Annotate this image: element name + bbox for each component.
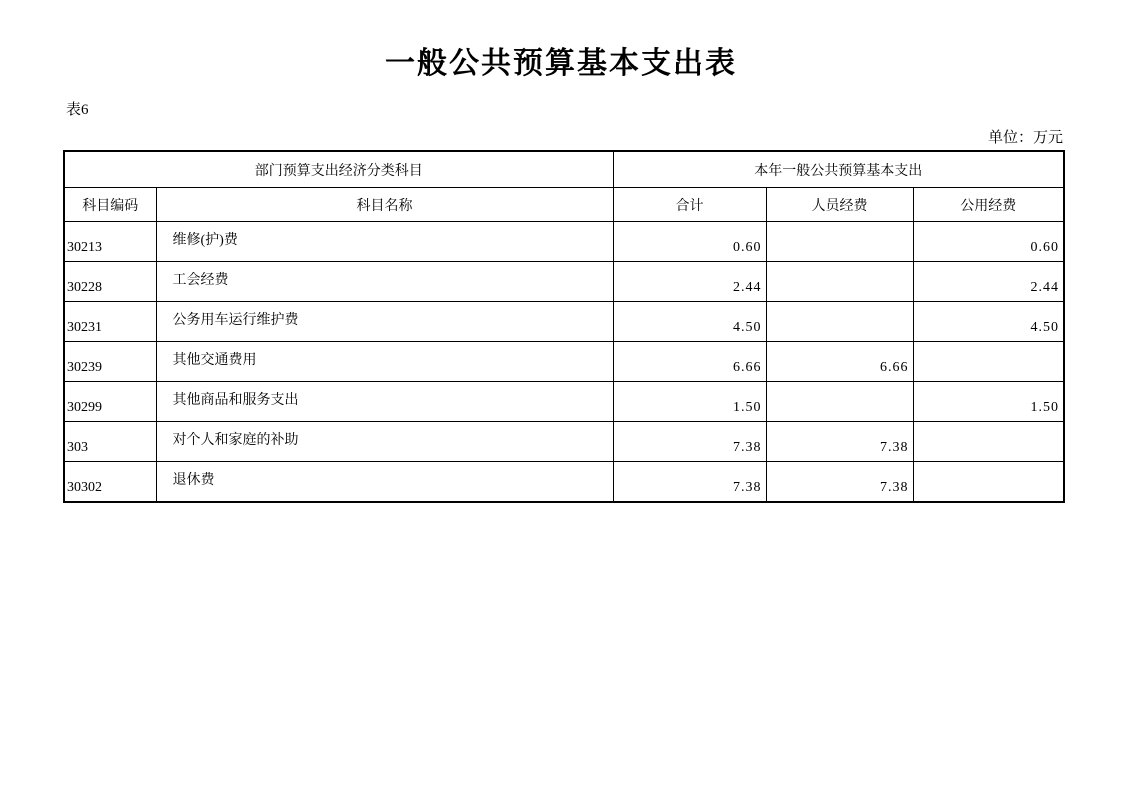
- cell-public: [913, 422, 1064, 462]
- cell-total: 0.60: [613, 222, 766, 262]
- cell-public: 2.44: [913, 262, 1064, 302]
- cell-code: 30302: [64, 462, 156, 503]
- cell-code: 30239: [64, 342, 156, 382]
- table-number-label: 表6: [66, 102, 89, 118]
- unit-label: 单位：万元: [987, 130, 1063, 146]
- cell-total: 4.50: [613, 302, 766, 342]
- cell-total: 6.66: [613, 342, 766, 382]
- cell-code: 30213: [64, 222, 156, 262]
- cell-total: 1.50: [613, 382, 766, 422]
- cell-name: 维修(护)费: [156, 222, 613, 262]
- column-header-code: 科目编码: [64, 188, 156, 222]
- cell-code: 30231: [64, 302, 156, 342]
- table-column-header-row: [64, 188, 1064, 222]
- cell-name: 工会经费: [156, 262, 613, 302]
- budget-table: [63, 150, 1065, 503]
- column-header-personnel: 人员经费: [766, 188, 913, 222]
- table-row: [64, 382, 1064, 422]
- cell-public: [913, 342, 1064, 382]
- cell-personnel: 7.38: [766, 422, 913, 462]
- cell-personnel: 6.66: [766, 342, 913, 382]
- cell-personnel: [766, 222, 913, 262]
- cell-total: 2.44: [613, 262, 766, 302]
- cell-personnel: 7.38: [766, 462, 913, 503]
- column-header-total: 合计: [613, 188, 766, 222]
- table-row: [64, 262, 1064, 302]
- table-row: [64, 342, 1064, 382]
- table-row: [64, 422, 1064, 462]
- column-header-name: 科目名称: [156, 188, 613, 222]
- table-group-header-row: [64, 151, 1064, 188]
- cell-personnel: [766, 382, 913, 422]
- cell-name: 其他交通费用: [156, 342, 613, 382]
- table-row: [64, 462, 1064, 503]
- column-header-public: 公用经费: [913, 188, 1064, 222]
- cell-name: 对个人和家庭的补助: [156, 422, 613, 462]
- cell-code: 30299: [64, 382, 156, 422]
- cell-personnel: [766, 302, 913, 342]
- page-title: 一般公共预算基本支出表: [385, 47, 737, 80]
- table-row: [64, 302, 1064, 342]
- group-header-classification: 部门预算支出经济分类科目: [64, 151, 613, 188]
- cell-code: 303: [64, 422, 156, 462]
- table-row: [64, 222, 1064, 262]
- cell-name: 退休费: [156, 462, 613, 503]
- cell-name: 公务用车运行维护费: [156, 302, 613, 342]
- cell-public: 1.50: [913, 382, 1064, 422]
- cell-total: 7.38: [613, 462, 766, 503]
- cell-name: 其他商品和服务支出: [156, 382, 613, 422]
- cell-public: [913, 462, 1064, 503]
- cell-public: 4.50: [913, 302, 1064, 342]
- cell-personnel: [766, 262, 913, 302]
- cell-total: 7.38: [613, 422, 766, 462]
- cell-public: 0.60: [913, 222, 1064, 262]
- group-header-basic-expenditure: 本年一般公共预算基本支出: [613, 151, 1064, 188]
- cell-code: 30228: [64, 262, 156, 302]
